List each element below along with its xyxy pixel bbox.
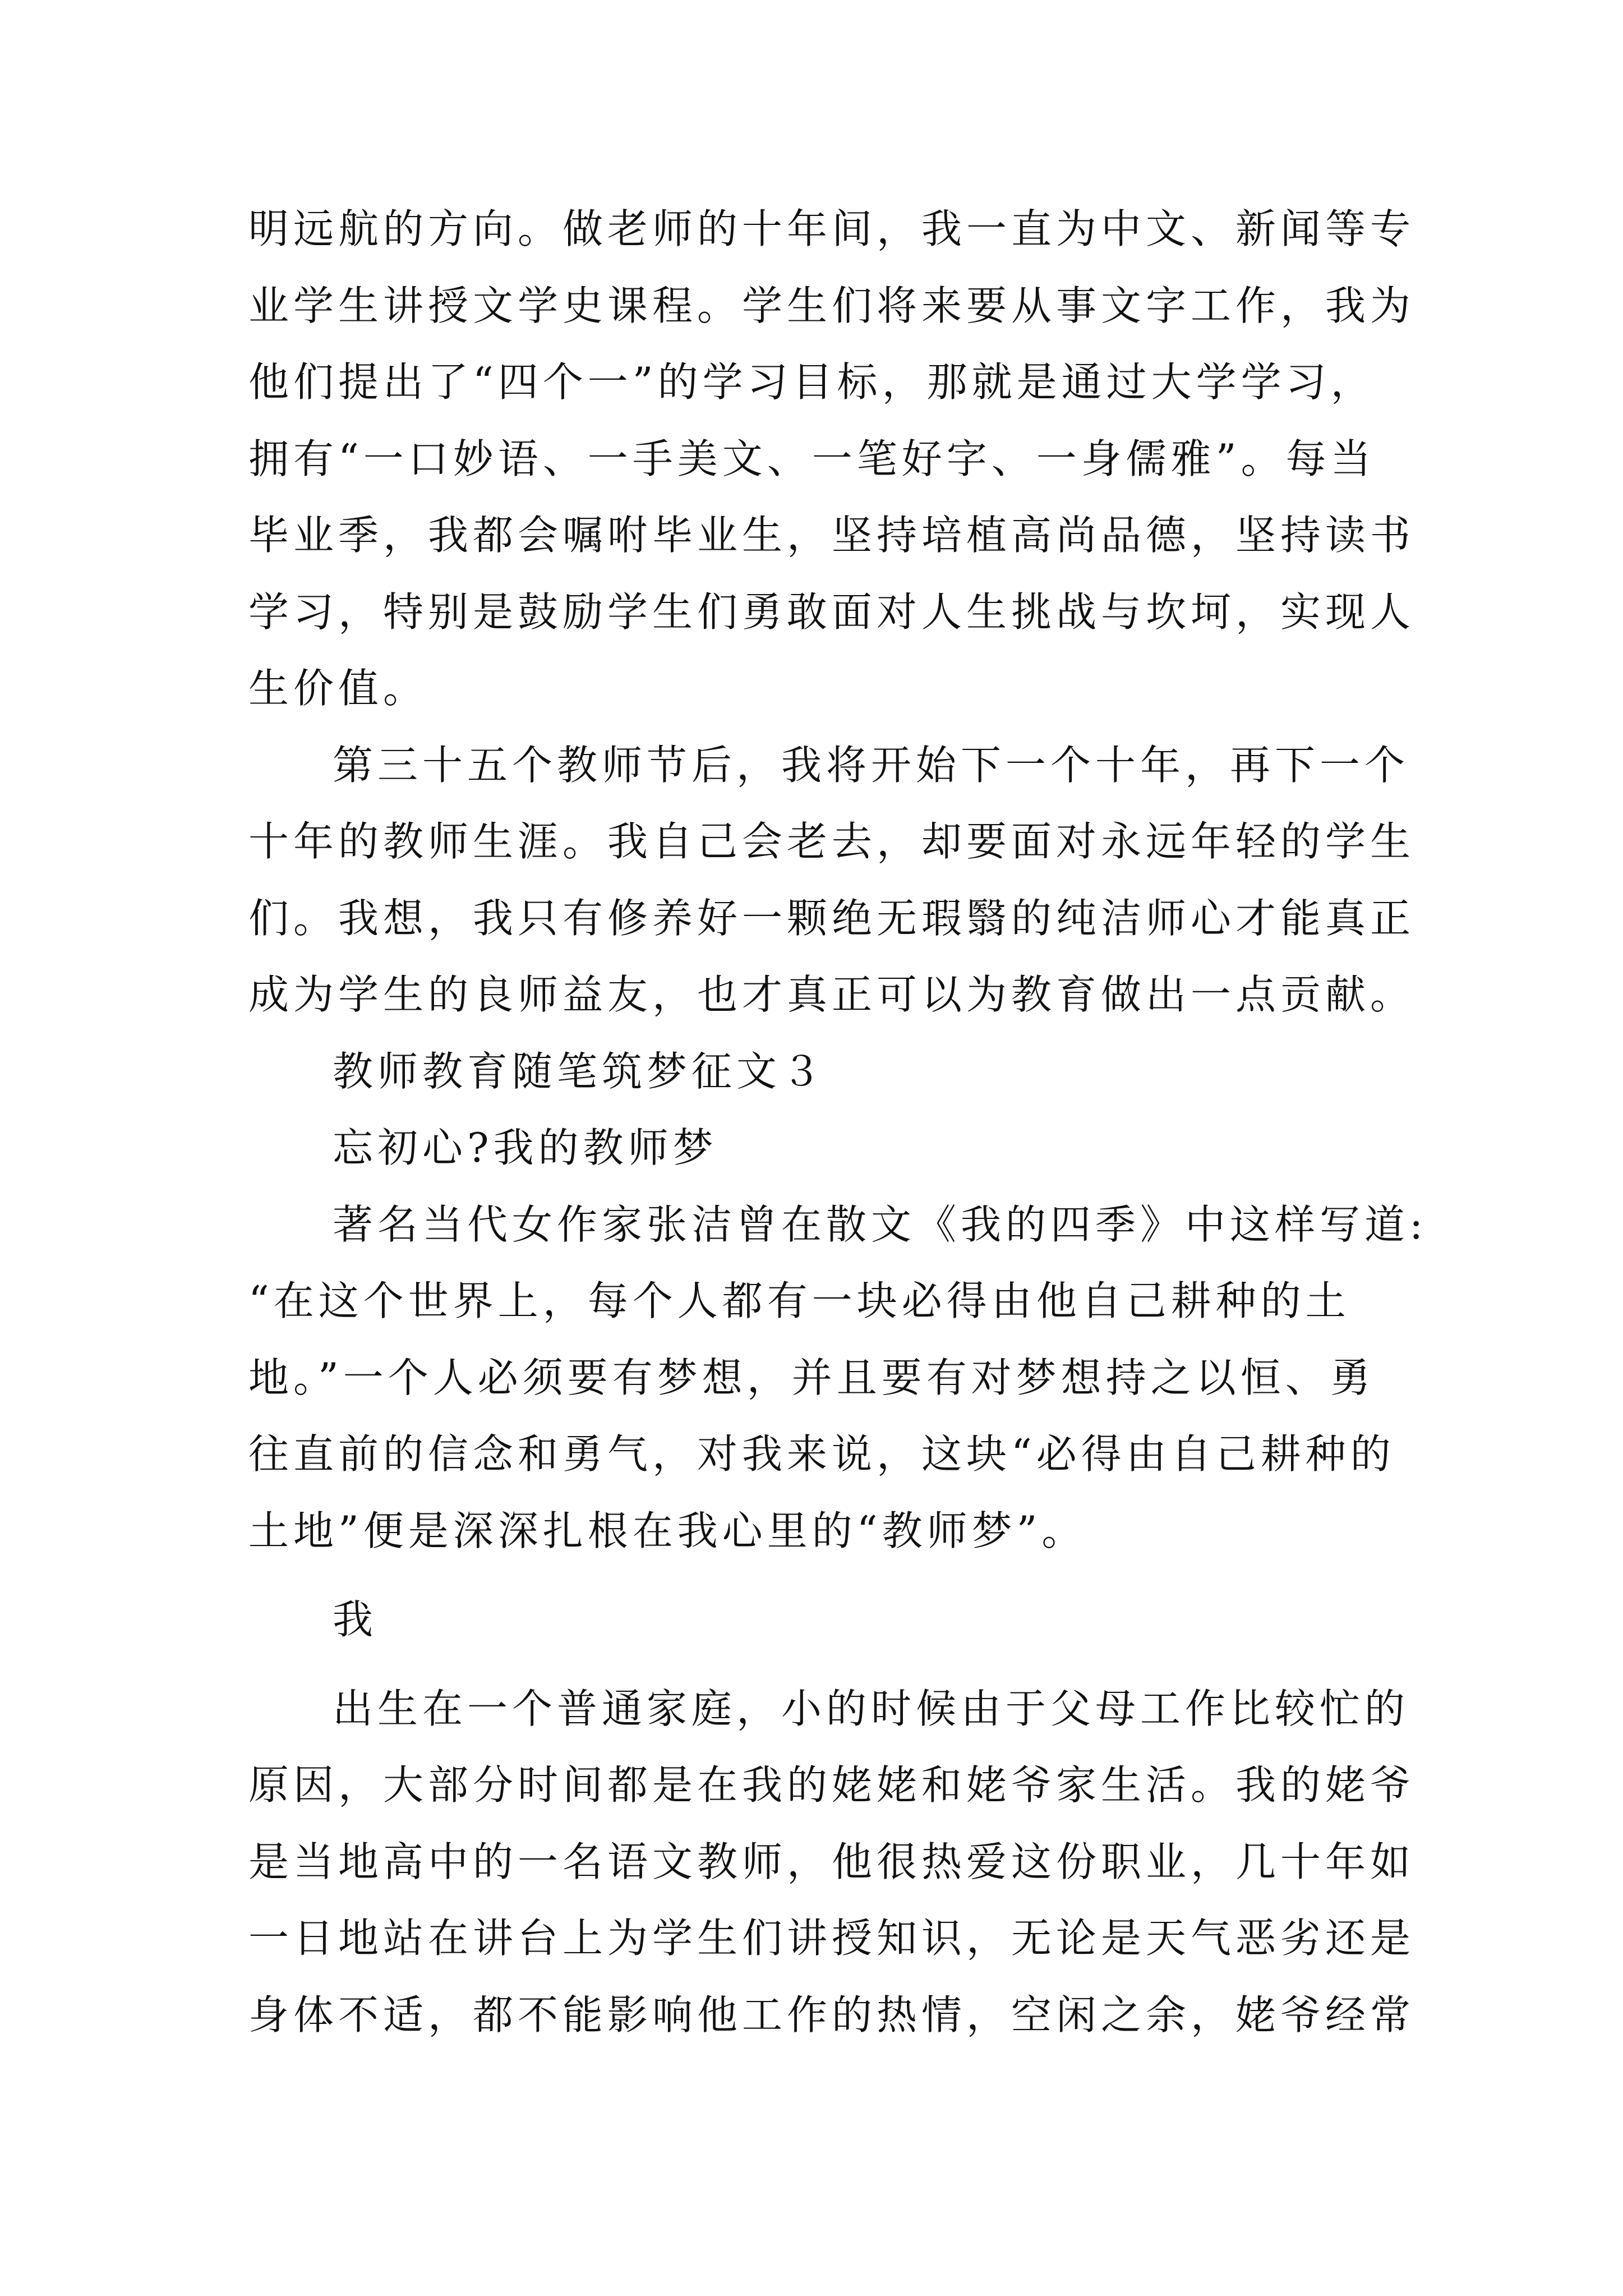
text-line: 第三十五个教师节后，我将开始下一个十年，再下一个 [333,741,1410,789]
text-line: 毕业季，我都会嘱咐毕业生，坚持培植高尚品德，坚持读书 [248,512,1415,559]
text-line: 拥有“一口妙语、一手美文、一笔好字、一身儒雅”。每当 [248,435,1376,482]
text-line: 他们提出了“四个一”的学习目标，那就是通过大学学习， [248,358,1376,406]
text-line: 地。”一个人必须要有梦想，并且要有对梦想持之以恒、勇 [248,1354,1375,1401]
text-line: 出生在一个普通家庭，小的时候由于父母工作比较忙的 [333,1685,1410,1732]
text-line: 成为学生的良师益友，也才真正可以为教育做出一点贡献。 [248,971,1415,1018]
text-line: 业学生讲授文学史课程。学生们将来要从事文字工作，我为 [248,282,1415,329]
text-line: 土地”便是深深扎根在我心里的“教师梦”。 [248,1507,1087,1554]
document-body [248,191,1428,2053]
section-heading: 教师教育随笔筑梦征文３ [333,1047,827,1095]
text-line: 们。我想，我只有修养好一颗绝无瑕翳的纯洁师心才能真正 [248,894,1415,942]
text-line: 原因，大部分时间都是在我的姥姥和姥爷家生活。我的姥爷 [248,1761,1415,1809]
text-line: 是当地高中的一名语文教师，他很热爱这份职业，几十年如 [248,1838,1415,1885]
text-line: 学习，特别是鼓励学生们勇敢面对人生挑战与坎坷，实现人 [248,588,1415,636]
text-line: 十年的教师生涯。我自己会老去，却要面对永远年轻的学生 [248,818,1415,865]
text-line: 我 [333,1596,378,1643]
text-line: 往直前的信念和勇气，对我来说，这块“必得由自己耕种的 [248,1430,1395,1478]
text-line: 生价值。 [248,665,428,712]
text-line: “在这个世界上，每个人都有一块必得由他自己耕种的土 [248,1277,1350,1324]
text-line: 一日地站在讲台上为学生们讲授知识，无论是天气恶劣还是 [248,1915,1415,1962]
essay-title: 忘初心?我的教师梦 [333,1124,718,1171]
text-line: 著名当代女作家张洁曾在散文《我的四季》中这样写道: [333,1200,1428,1248]
text-line: 身体不适，都不能影响他工作的热情，空闲之余，姥爷经常 [248,1991,1415,2039]
text-line: 明远航的方向。做老师的十年间，我一直为中文、新闻等专 [248,205,1415,252]
